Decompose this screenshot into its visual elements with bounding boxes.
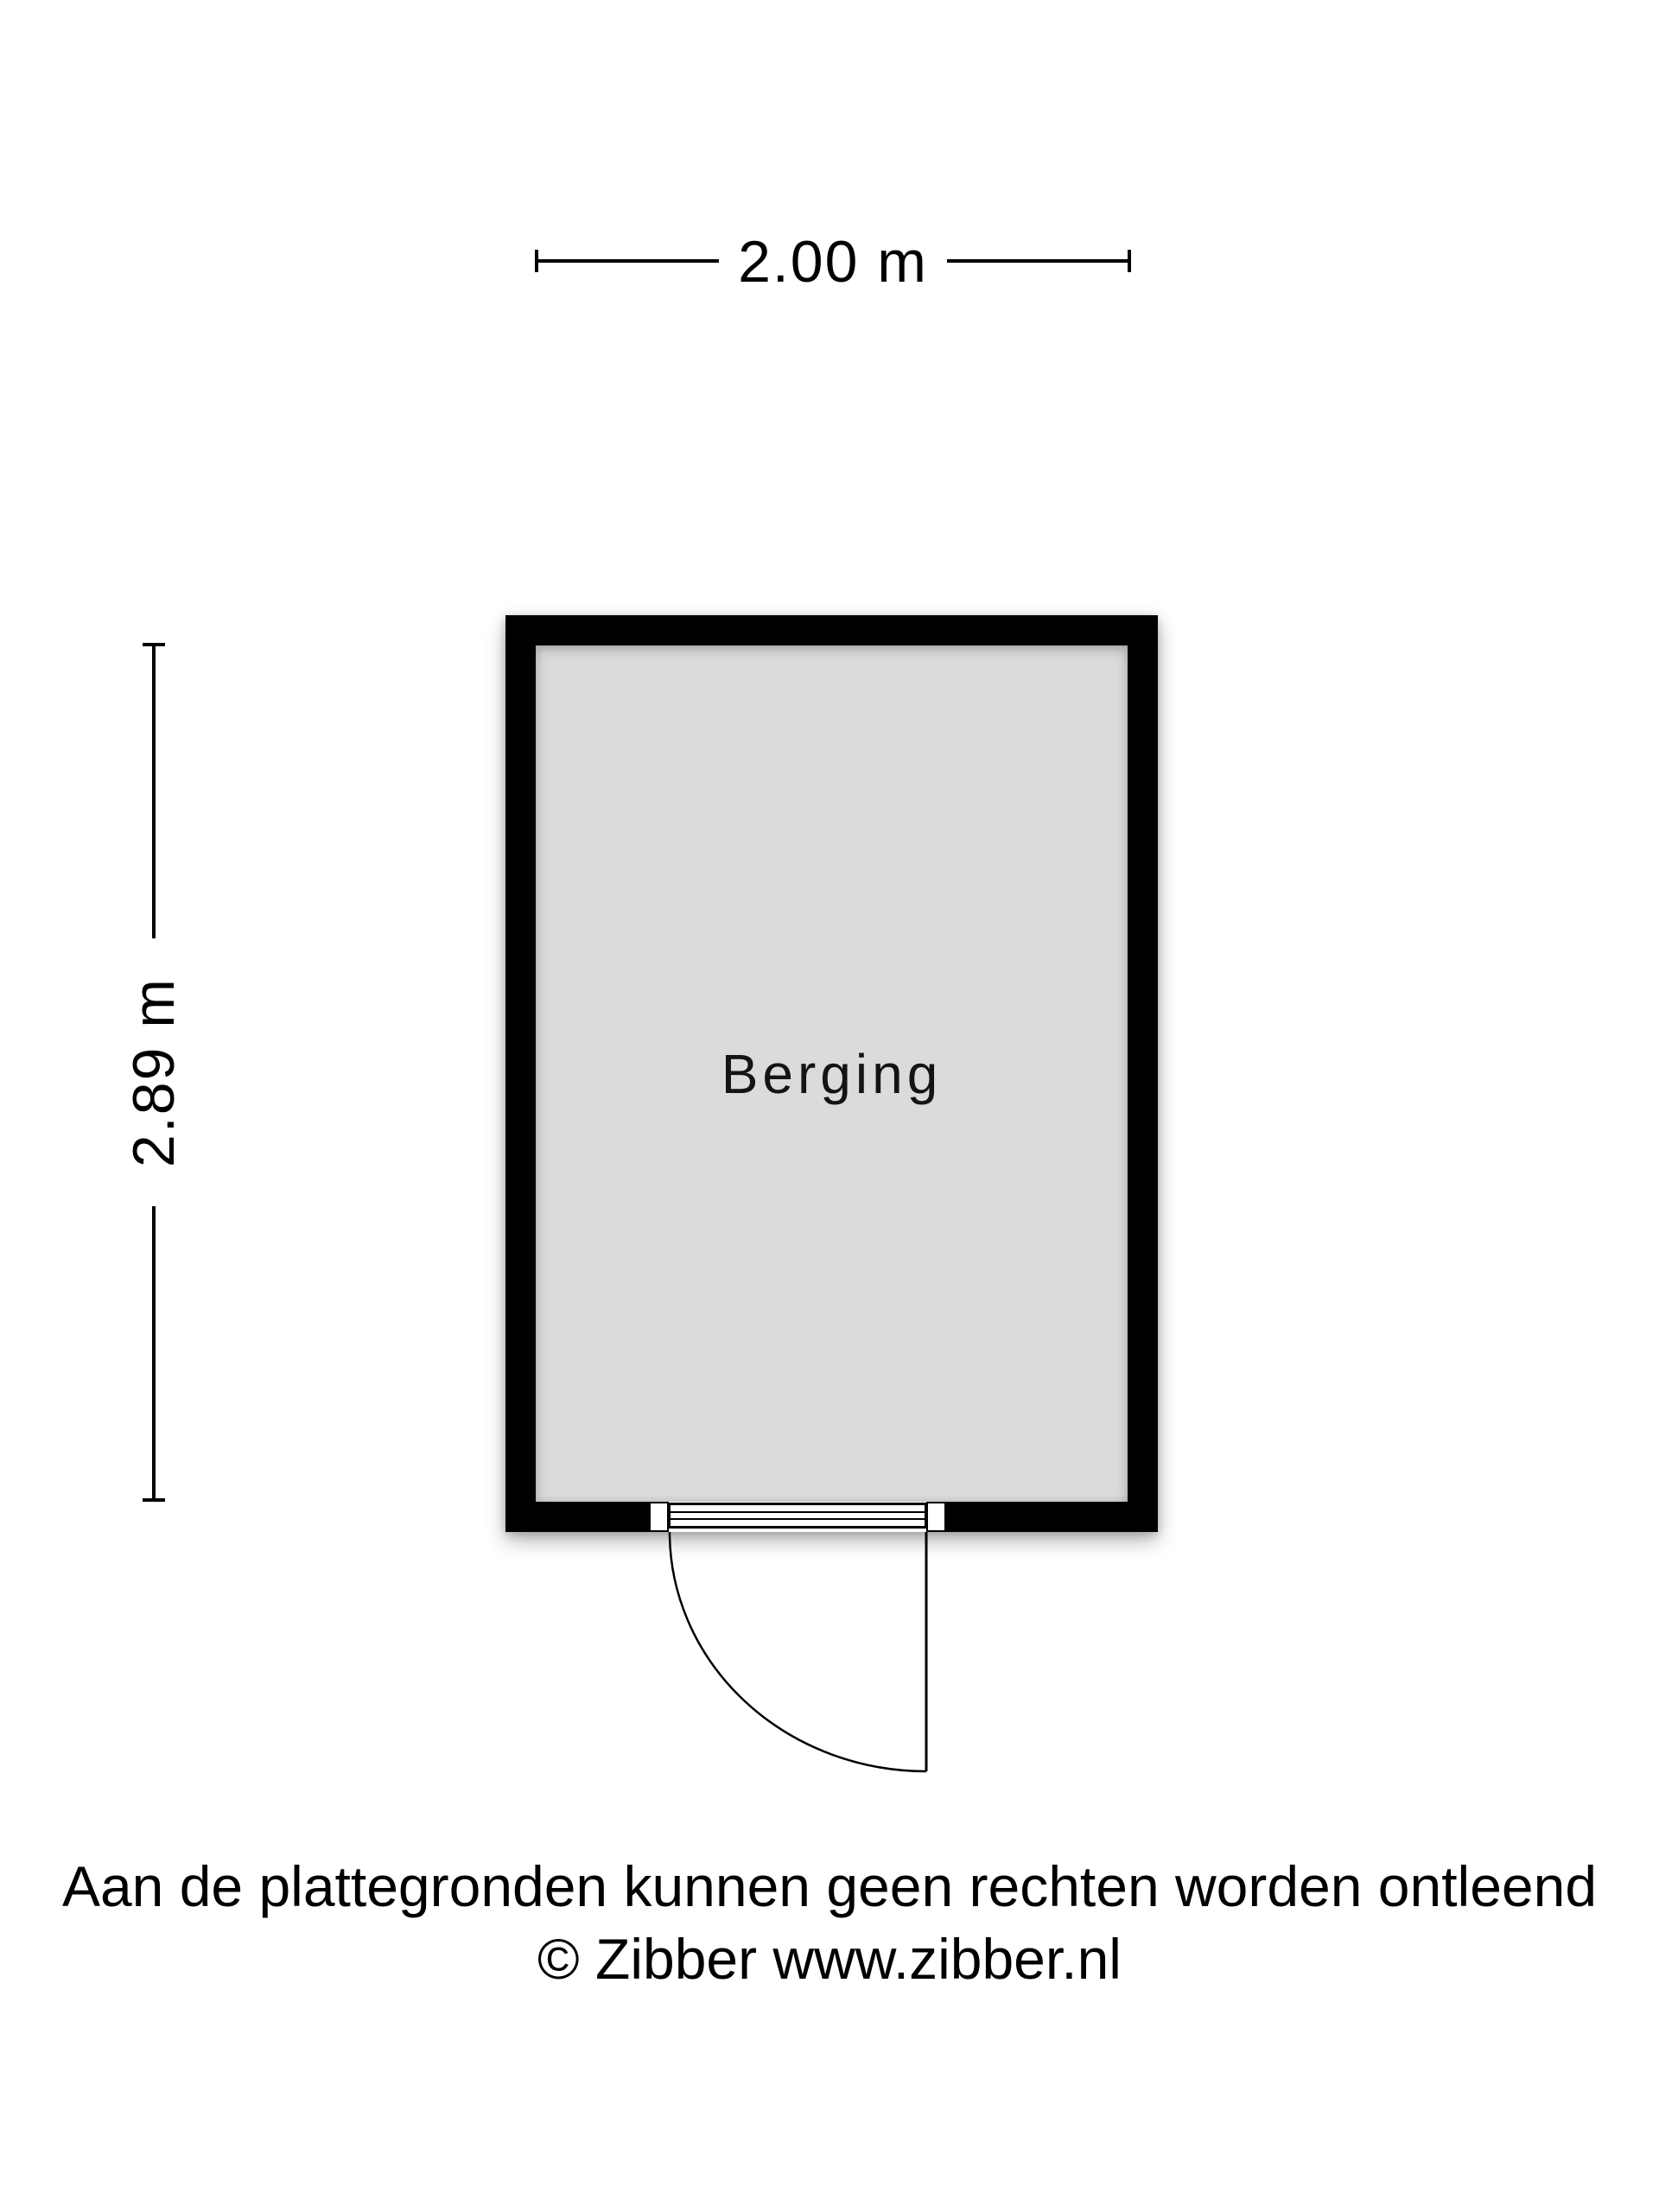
room-floor [536, 645, 1128, 1502]
door-panel-line [671, 1511, 925, 1513]
door-opening [649, 1502, 946, 1532]
dimension-line-segment [152, 646, 156, 938]
room-label: Berging [721, 1042, 943, 1105]
dimension-line-segment [947, 259, 1128, 263]
dimension-line-segment [152, 1206, 156, 1498]
door-jamb-left [649, 1502, 669, 1532]
room-berging [505, 615, 1158, 1532]
credit-text: © Zibber www.zibber.nl [537, 1926, 1122, 1991]
door-panel-line [671, 1518, 925, 1520]
door-swing [665, 1529, 933, 1789]
dimension-width-label: 2.00 m [738, 229, 928, 295]
door-jamb-right [926, 1502, 946, 1532]
dimension-height [121, 643, 187, 1502]
dimension-tick-right [1128, 250, 1131, 272]
dimension-height-label: 2.89 m [121, 977, 187, 1167]
door-threshold-panel [669, 1503, 926, 1529]
disclaimer-footer [0, 1851, 1659, 1996]
dimension-width [535, 229, 1131, 295]
door-swing-arc [670, 1532, 926, 1771]
dimension-line-segment [538, 259, 719, 263]
dimension-height-labelbox [121, 938, 187, 1206]
dimension-tick-bottom [143, 1498, 165, 1502]
disclaimer-text: Aan de plattegronden kunnen geen rechten worden ontleend [61, 1854, 1598, 1918]
